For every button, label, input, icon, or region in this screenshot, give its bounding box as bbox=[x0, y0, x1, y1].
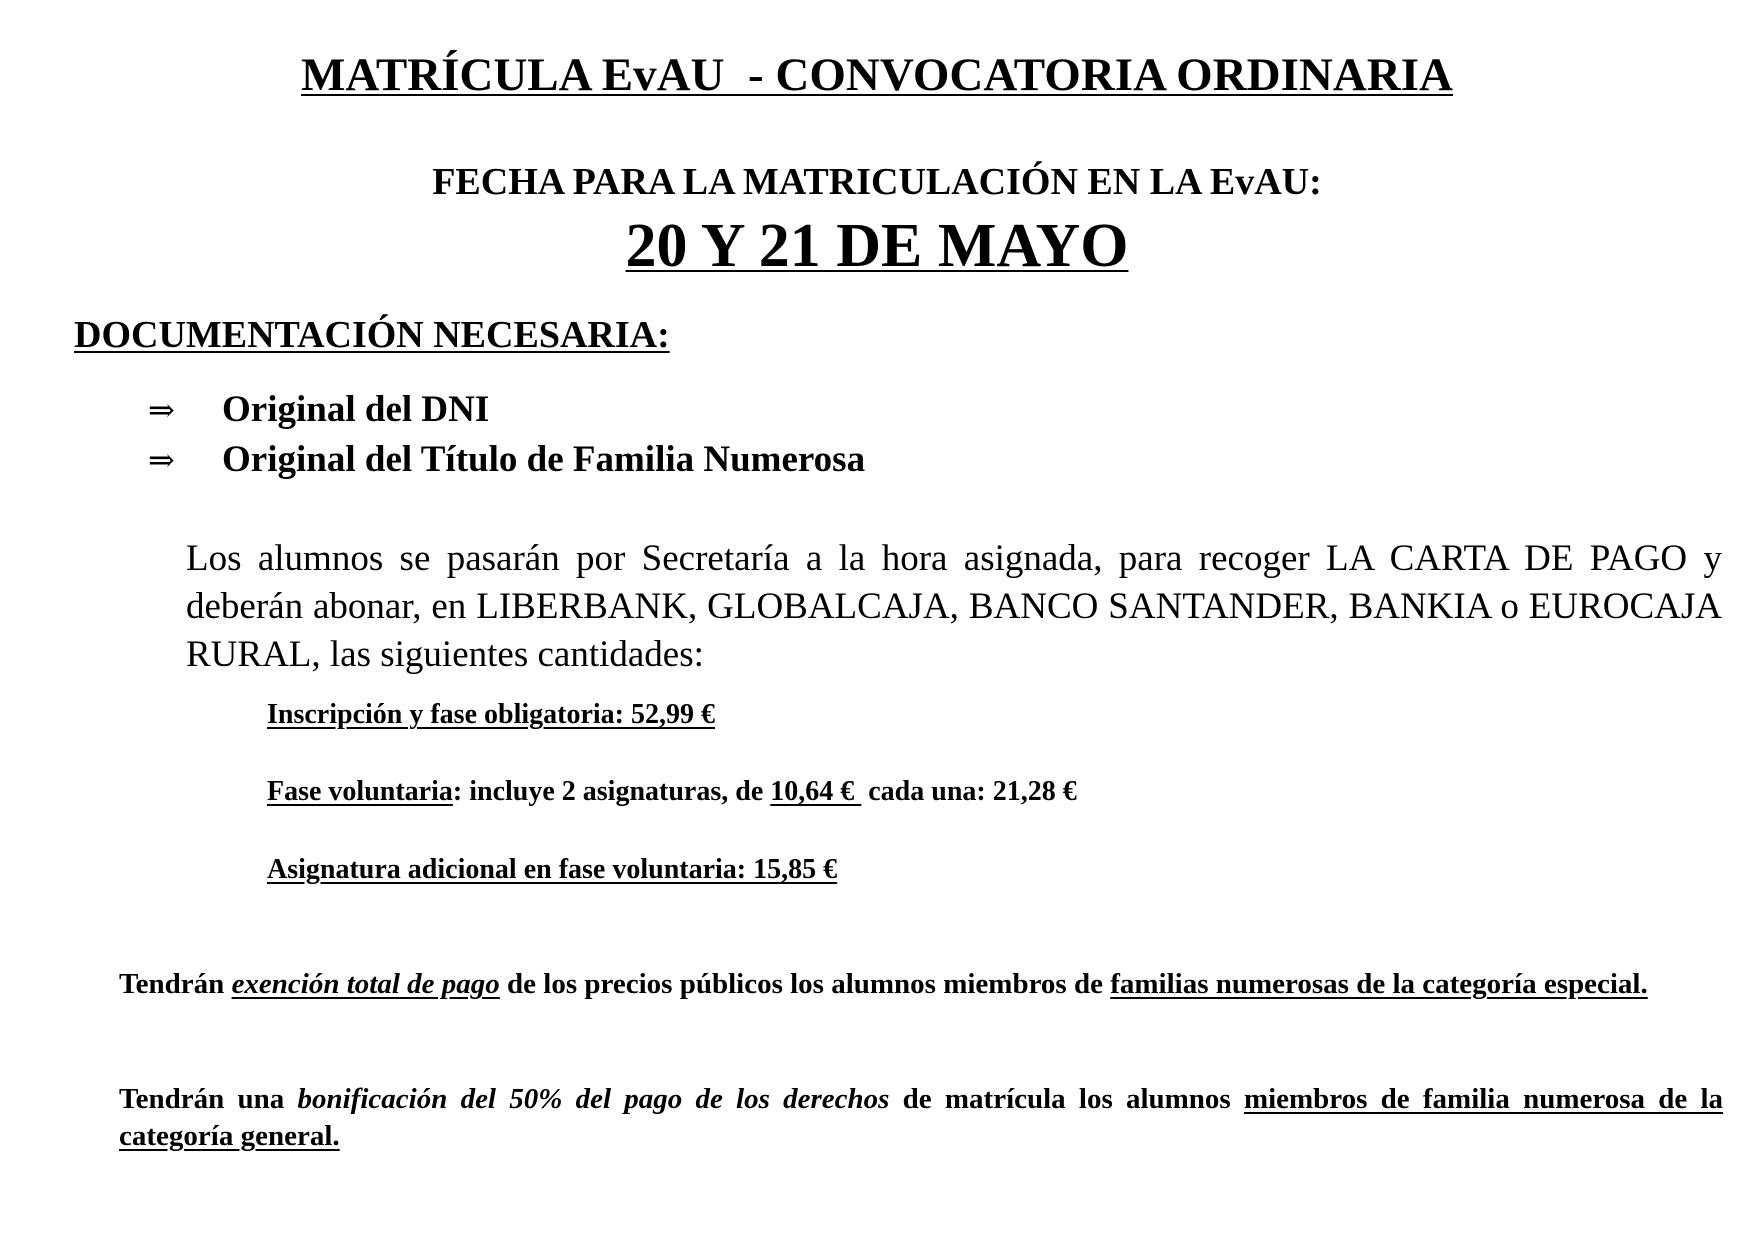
double-right-arrow-icon: ⇒ bbox=[148, 391, 175, 429]
documents-heading: DOCUMENTACIÓN NECESARIA: bbox=[74, 314, 670, 356]
fee-voluntary-text-b: cada una: 21,28 € bbox=[861, 776, 1077, 807]
note-exemption-emphasis: exención total de pago bbox=[231, 968, 500, 1000]
enrollment-date-heading: FECHA PARA LA MATRICULACIÓN EN LA EvAU: bbox=[432, 161, 1322, 203]
note-discount-text-2: de matrícula los alumnos bbox=[889, 1083, 1244, 1115]
note-exemption-text-2: de los precios públicos los alumnos miembros de bbox=[499, 968, 1111, 1000]
document-item-dni bbox=[148, 391, 489, 428]
fee-voluntary bbox=[267, 778, 1077, 806]
note-discount bbox=[119, 1081, 1723, 1155]
fee-voluntary-unit-price: 10,64 € bbox=[770, 776, 862, 807]
payment-instructions: Los alumnos se pasarán por Secretaría a la hora asignada, para recoger LA CARTA DE PAGO y deberán abonar, en LIBERBANK, GLOBALCAJA, BANCO SANTANDER, BANKIA o EUROCAJA RURAL, las siguientes cantidades: bbox=[186, 538, 1722, 675]
fee-additional: Asignatura adicional en fase voluntaria: 15,85 € bbox=[267, 854, 838, 885]
document-item-label: Original del Título de Familia Numerosa bbox=[222, 439, 866, 480]
double-right-arrow-icon: ⇒ bbox=[148, 441, 175, 479]
fee-voluntary-text-a: : incluye 2 asignaturas, de bbox=[452, 776, 771, 807]
note-discount-emphasis: bonificación del 50% del pago de los derechos bbox=[297, 1083, 890, 1115]
document-item-family-title bbox=[148, 441, 865, 478]
note-exemption bbox=[119, 966, 1723, 1003]
enrollment-date-value: 20 Y 21 DE MAYO bbox=[625, 212, 1129, 280]
fee-voluntary-label: Fase voluntaria bbox=[267, 776, 453, 807]
document-item-label: Original del DNI bbox=[222, 389, 490, 430]
note-exemption-text-1: Tendrán bbox=[119, 968, 232, 1000]
fee-mandatory: Inscripción y fase obligatoria: 52,99 € bbox=[267, 699, 715, 730]
note-discount-text-1: Tendrán una bbox=[119, 1083, 298, 1115]
note-exemption-category: familias numerosas de la categoría especial. bbox=[1110, 968, 1648, 1000]
note-discount-category: miembros de familia numerosa de la categoría general. bbox=[119, 1083, 1724, 1152]
page-title: MATRÍCULA EvAU - CONVOCATORIA ORDINARIA bbox=[301, 49, 1453, 101]
